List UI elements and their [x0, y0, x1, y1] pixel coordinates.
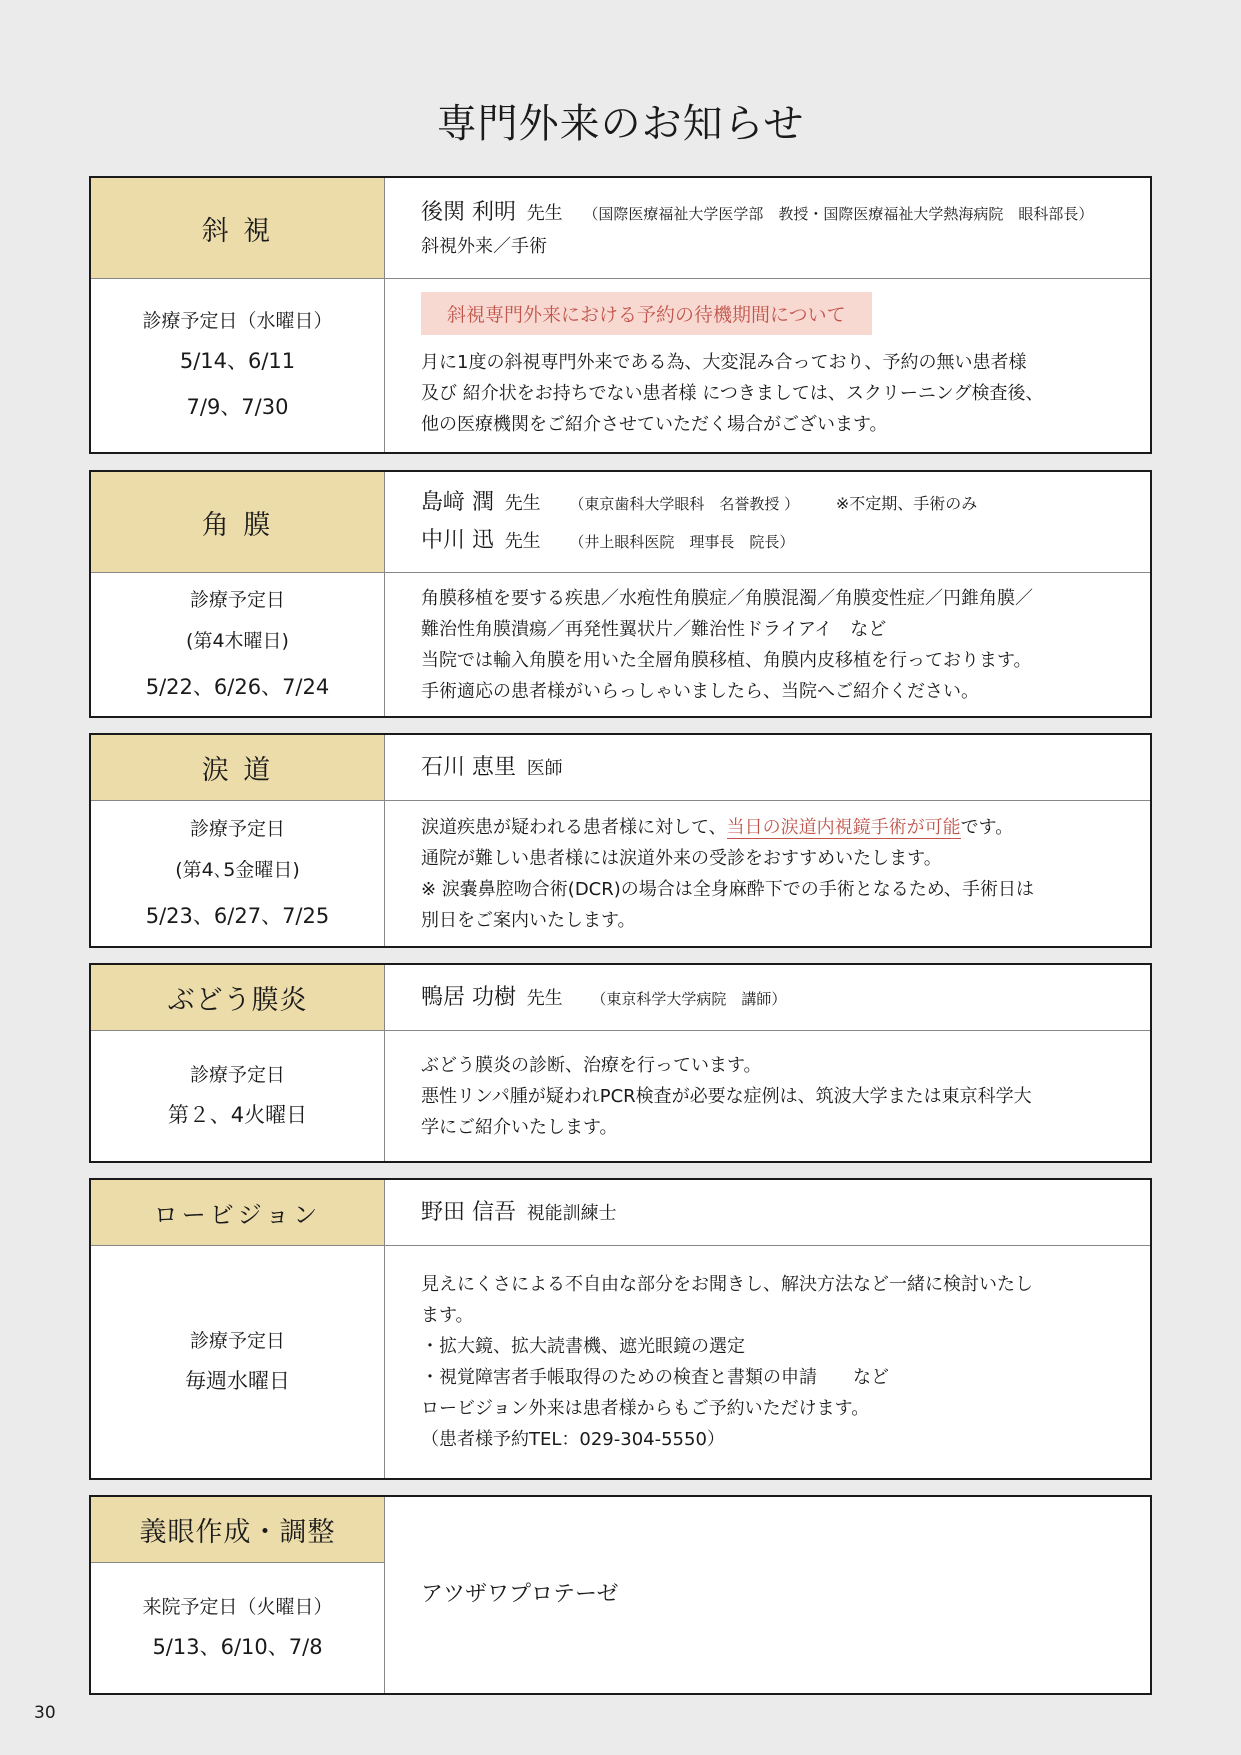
- doctor-cell: [385, 472, 1150, 572]
- description-text: 涙道疾患が疑われる患者様に対して、: [421, 816, 727, 838]
- page-number: 30: [34, 1703, 56, 1723]
- schedule-dates: 5/23、6/27、7/25: [145, 903, 330, 928]
- schedule-label: 診療予定日: [189, 1063, 285, 1086]
- description-line: 悪性リンパ腫が疑われPCR検査が必要な症例は、筑波大学または東京科学大: [421, 1085, 1032, 1107]
- provider-name: アツザワプロテーゼ: [421, 1582, 619, 1607]
- description-line: ぶどう膜炎の診断、治療を行っています。: [421, 1054, 762, 1076]
- description-line: 手術適応の患者様がいらっしゃいましたら、当院へご紹介ください。: [421, 680, 979, 702]
- schedule-dates: 5/22、6/26、7/24: [145, 674, 330, 699]
- doctor-line: [421, 979, 1128, 1017]
- specialty-cell: [91, 178, 385, 278]
- doctor-affiliation: （井上眼科医院 理事長 院長）: [569, 533, 795, 551]
- section-low-vision: [89, 1178, 1152, 1480]
- section-body: [91, 1030, 1150, 1161]
- description-line: 及び 紹介状をお持ちでない患者様 につきましては、スクリーニング検査後、: [421, 382, 1044, 404]
- section-header: [91, 735, 1150, 800]
- schedule-label: 診療予定日: [189, 817, 285, 840]
- page-title: 専門外来のお知らせ: [436, 101, 805, 147]
- section-header: [91, 178, 1150, 278]
- description-line: ・拡大鏡、拡大読書機、遮光眼鏡の選定: [421, 1336, 745, 1357]
- description-line: 当院では輸入角膜を用いた全層角膜移植、角膜内皮移植を行っております。: [421, 649, 1032, 671]
- description-line: ※ 涙嚢鼻腔吻合術(DCR)の場合は全身麻酔下での手術となるため、手術日は: [421, 878, 1035, 900]
- section-body: [91, 1562, 385, 1693]
- schedule-cell: [91, 573, 385, 716]
- specialty-title: ロービジョン: [153, 1201, 322, 1229]
- doctor-title: 先生: [526, 987, 563, 1009]
- doctor-title: 先生: [526, 203, 563, 224]
- schedule-sub: (第4木曜日): [186, 629, 289, 652]
- doctor-line: [421, 749, 1128, 787]
- description-line: ・視覚障害者手帳取得のための検査と書類の申請 など: [421, 1367, 889, 1388]
- doctor-name: 島﨑 潤: [421, 490, 494, 515]
- schedule-dates: 5/13、6/10、7/8: [152, 1634, 323, 1659]
- section-body: [91, 800, 1150, 946]
- description-line: ます。: [421, 1305, 474, 1326]
- section-prosthetic-eye: [89, 1495, 1152, 1695]
- doctor-title: 先生: [504, 493, 541, 514]
- doctor-name: 野田 信吾: [421, 1199, 516, 1225]
- description-cell: [385, 801, 1150, 946]
- doctor-name: 鴨居 功樹: [421, 984, 516, 1010]
- description-cell: [385, 1031, 1150, 1161]
- schedule-label: 診療予定日: [189, 588, 285, 611]
- section-cornea: [89, 470, 1152, 718]
- schedule-cell: [91, 801, 385, 946]
- doctor-subtitle: 斜視外来／手術: [421, 236, 547, 257]
- schedule-dates: 毎週水曜日: [185, 1368, 290, 1393]
- schedule-cell: [91, 1246, 385, 1478]
- doctor-name: 後関 利明: [421, 200, 516, 225]
- section-header: [91, 1180, 1150, 1245]
- provider-cell: [385, 1497, 1150, 1693]
- description-line: 他の医療機関をご紹介させていただく場合がございます。: [421, 413, 888, 435]
- description-text: です。: [960, 816, 1014, 838]
- doctor-title: 視能訓練士: [526, 1202, 617, 1224]
- section-strabismus: [89, 176, 1152, 454]
- section-header: [91, 1497, 385, 1562]
- description-cell: [385, 1246, 1150, 1478]
- doctor-cell: [385, 1180, 1150, 1245]
- doctor-affiliation: （東京歯科大学眼科 名誉教授 ）: [569, 495, 800, 513]
- notice-banner: 斜視専門外来における予約の待機期間について: [421, 292, 872, 335]
- section-body: [91, 1245, 1150, 1478]
- doctor-line: [421, 1194, 1128, 1232]
- description-line: 通院が難しい患者様には涙道外来の受診をおすすめいたします。: [421, 847, 942, 869]
- doctor-name: 石川 恵里: [421, 754, 516, 780]
- description-line: 別日をご案内いたします。: [421, 909, 636, 931]
- doctor-line: [421, 484, 1128, 522]
- section-body: [91, 572, 1150, 716]
- section-header: [91, 472, 1150, 572]
- doctor-title: 先生: [504, 531, 541, 552]
- specialty-cell: [91, 735, 385, 800]
- highlight-text: 当日の涙道内視鏡手術が可能: [726, 816, 961, 838]
- description-line: 学にご紹介いたします。: [421, 1116, 618, 1138]
- schedule-label: 診療予定日（水曜日）: [142, 310, 333, 332]
- description-line: 角膜移植を要する疾患／水疱性角膜症／角膜混濁／角膜変性症／円錐角膜／: [421, 587, 1033, 609]
- description-line: （患者様予約TEL：029-304-5550）: [421, 1429, 725, 1450]
- section-lacrimal: [89, 733, 1152, 948]
- specialty-cell: [91, 1497, 385, 1562]
- description-cell: [385, 573, 1150, 716]
- schedule-sub: (第4､5金曜日): [175, 858, 300, 881]
- schedule-label: 診療予定日: [189, 1329, 285, 1352]
- doctor-name: 中川 迅: [421, 528, 494, 553]
- schedule-cell: [91, 279, 385, 452]
- description-cell: [385, 279, 1150, 452]
- schedule-cell: [91, 1031, 385, 1161]
- doctor-affiliation: （国際医療福祉大学医学部 教授・国際医療福祉大学熱海病院 眼科部長）: [583, 205, 1094, 223]
- section-header: [91, 965, 1150, 1030]
- schedule-dates: 5/14、6/11: [179, 349, 296, 373]
- schedule-dates: 第２、4火曜日: [167, 1102, 308, 1127]
- specialty-title: 義眼作成・調整: [139, 1517, 336, 1548]
- specialty-title: ぶどう膜炎: [167, 985, 308, 1016]
- doctor-affiliation: （東京科学大学病院 講師）: [591, 989, 787, 1008]
- schedule-cell: [91, 1563, 385, 1693]
- section-body: [91, 278, 1150, 452]
- specialty-title: 角 膜: [201, 509, 274, 541]
- doctor-note: ※不定期、手術のみ: [835, 494, 978, 513]
- doctor-title: 医師: [526, 757, 563, 779]
- description-line: 見えにくさによる不自由な部分をお聞きし、解決方法など一緒に検討いたし: [421, 1274, 1033, 1295]
- section-uveitis: [89, 963, 1152, 1163]
- description-line: 難治性角膜潰瘍／再発性翼状片／難治性ドライアイ など: [421, 618, 887, 640]
- specialty-cell: [91, 965, 385, 1030]
- schedule-dates: 7/9、7/30: [186, 395, 289, 419]
- doctor-line: [421, 194, 1128, 232]
- doctor-cell: [385, 965, 1150, 1030]
- description-line: 月に1度の斜視専門外来である為、大変混み合っており、予約の無い患者様: [421, 351, 1027, 373]
- specialty-title: 涙 道: [201, 755, 274, 786]
- schedule-label: 来院予定日（火曜日）: [142, 1595, 333, 1618]
- specialty-cell: [91, 472, 385, 572]
- specialty-title: 斜 視: [201, 215, 274, 247]
- description-line: [421, 812, 1128, 843]
- doctor-cell: [385, 735, 1150, 800]
- doctor-cell: [385, 178, 1150, 278]
- description-line: ロービジョン外来は患者様からもご予約いただけます。: [421, 1398, 870, 1419]
- specialty-cell: [91, 1180, 385, 1245]
- doctor-line: [421, 522, 1128, 560]
